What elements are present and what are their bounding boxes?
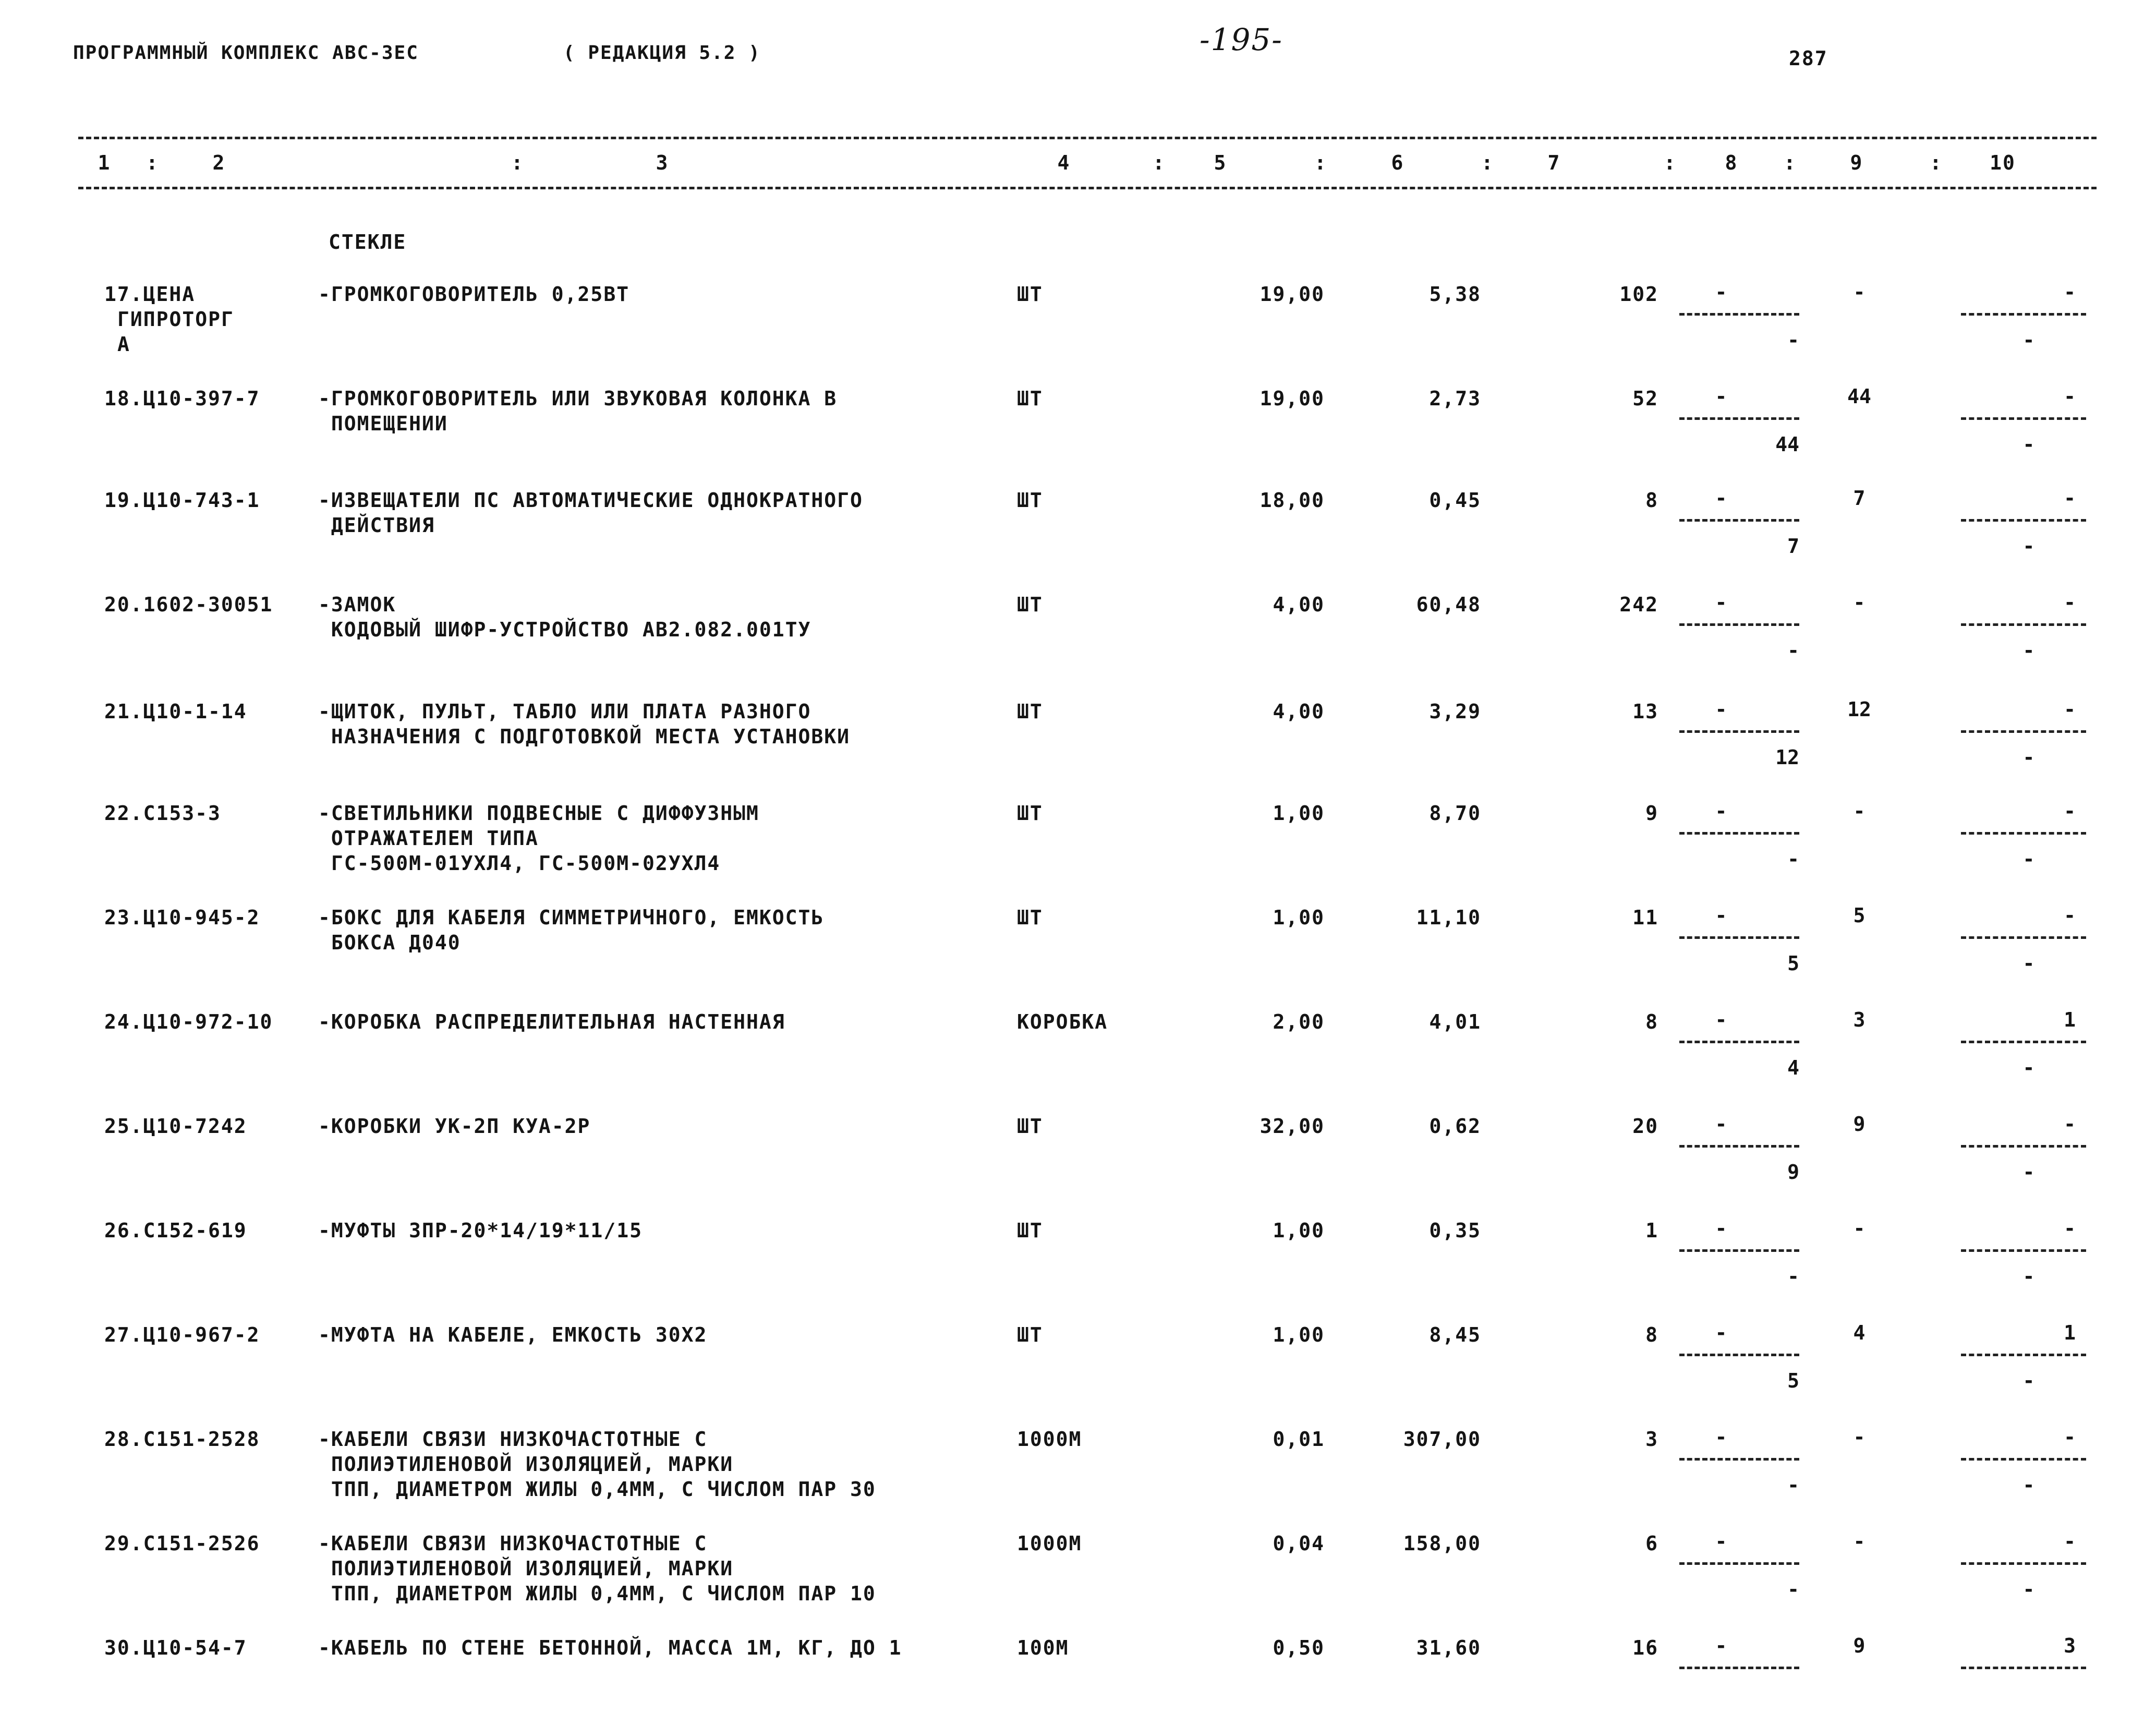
col10-bottom: -	[2022, 1161, 2035, 1184]
col10-bottom: -	[2022, 1056, 2035, 1079]
col10-bottom: -	[2022, 746, 2035, 769]
col10-bottom: -	[2022, 535, 2035, 558]
col9-value: -	[1853, 1426, 1866, 1449]
column-separator: :	[1314, 151, 1327, 174]
row-description-continuation: ПОМЕЩЕНИИ	[318, 412, 448, 435]
col10-bottom: -	[2022, 433, 2035, 456]
column-header-2: 2	[212, 151, 226, 174]
row-description-continuation: НАЗНАЧЕНИЯ С ПОДГОТОВКОЙ МЕСТА УСТАНОВКИ	[318, 725, 850, 748]
row-description: -КАБЕЛИ СВЯЗИ НИЗКОЧАСТОТНЫЕ С	[318, 1428, 708, 1451]
col9-value: 3	[1853, 1008, 1866, 1031]
row-unit: КОРОБКА	[1017, 1010, 1108, 1033]
row-quantity: 4,00	[1273, 700, 1325, 723]
col8-top: -	[1715, 1008, 1727, 1031]
row-description: -МУФТЫ ЗПР-20*14/19*11/15	[318, 1219, 643, 1242]
row-description: -КОРОБКИ УК-2П КУА-2Р	[318, 1115, 591, 1138]
row-description-continuation: КОДОВЫЙ ШИФР-УСТРОЙСТВО АВ2.082.001ТУ	[318, 618, 811, 641]
col8-top: -	[1715, 281, 1727, 304]
col8-top: -	[1715, 1217, 1727, 1240]
col8-bottom: 4	[1787, 1056, 1799, 1079]
row-total: 8	[1645, 1010, 1658, 1033]
col8-top: -	[1715, 1530, 1727, 1553]
col8-top: -	[1715, 1634, 1727, 1657]
row-description-continuation: ОТРАЖАТЕЛЕМ ТИПА	[318, 827, 539, 850]
column-separator: :	[1153, 151, 1166, 174]
col8-fraction-line	[1679, 1562, 1799, 1565]
col10-bottom: -	[2022, 1578, 2035, 1601]
program-title: ПРОГРАММНЫЙ КОМПЛЕКС АВС-3ЕС	[73, 42, 419, 64]
row-code: 18.Ц10-397-7	[104, 387, 260, 410]
col10-top: -	[2064, 385, 2076, 408]
col8-bottom: -	[1787, 1265, 1799, 1288]
col9-value: 9	[1853, 1634, 1866, 1657]
col8-fraction-line	[1679, 936, 1799, 939]
row-code: 23.Ц10-945-2	[104, 906, 260, 929]
col10-top: 1	[2064, 1008, 2076, 1031]
row-total: 8	[1645, 1323, 1658, 1346]
col10-fraction-line	[1961, 623, 2086, 626]
row-price: 8,45	[1429, 1323, 1481, 1346]
header-rule-bottom	[78, 187, 2097, 189]
col8-fraction-line	[1679, 1145, 1799, 1148]
row-price: 307,00	[1403, 1428, 1481, 1451]
row-description-continuation: ГС-500М-01УХЛ4, ГС-500М-02УХЛ4	[318, 852, 721, 875]
col9-value: 12	[1847, 698, 1871, 721]
col8-bottom: -	[1787, 848, 1799, 871]
row-price: 31,60	[1416, 1636, 1481, 1659]
row-code: 21.Ц10-1-14	[104, 700, 247, 723]
col10-bottom: -	[2022, 329, 2035, 352]
col8-top: -	[1715, 800, 1727, 823]
row-quantity: 19,00	[1259, 387, 1325, 410]
section-title: СТЕКЛЕ	[329, 231, 407, 254]
col8-fraction-line	[1679, 832, 1799, 835]
column-separator: :	[1664, 151, 1677, 174]
row-quantity: 32,00	[1259, 1115, 1325, 1138]
row-price: 4,01	[1429, 1010, 1481, 1033]
col8-top: -	[1715, 904, 1727, 927]
col8-fraction-line	[1679, 1458, 1799, 1461]
row-code: 19.Ц10-743-1	[104, 489, 260, 512]
row-price: 5,38	[1429, 283, 1481, 306]
col10-top: -	[2064, 904, 2076, 927]
column-header-4: 4	[1057, 151, 1071, 174]
col10-fraction-line	[1961, 730, 2086, 733]
col8-fraction-line	[1679, 1354, 1799, 1356]
col9-value: 44	[1847, 385, 1871, 408]
row-quantity: 4,00	[1273, 593, 1325, 616]
row-description: -ГРОМКОГОВОРИТЕЛЬ 0,25ВТ	[318, 283, 630, 306]
col10-fraction-line	[1961, 1458, 2086, 1461]
col8-top: -	[1715, 591, 1727, 614]
col8-bottom: 5	[1787, 952, 1799, 975]
row-description: -КАБЕЛИ СВЯЗИ НИЗКОЧАСТОТНЫЕ С	[318, 1532, 708, 1555]
row-quantity: 2,00	[1273, 1010, 1325, 1033]
row-description: -ГРОМКОГОВОРИТЕЛЬ ИЛИ ЗВУКОВАЯ КОЛОНКА В	[318, 387, 838, 410]
row-description: -ЗАМОК	[318, 593, 396, 616]
row-code: 20.1602-30051	[104, 593, 273, 616]
column-separator: :	[1930, 151, 1943, 174]
header-rule-top	[78, 137, 2097, 139]
col8-fraction-line	[1679, 417, 1799, 420]
row-description-continuation: ДЕЙСТВИЯ	[318, 514, 435, 537]
row-total: 3	[1645, 1428, 1658, 1451]
row-price: 60,48	[1416, 593, 1481, 616]
col10-top: -	[2064, 1217, 2076, 1240]
row-price: 3,29	[1429, 700, 1481, 723]
col10-fraction-line	[1961, 936, 2086, 939]
col10-bottom: -	[2022, 848, 2035, 871]
row-code: 24.Ц10-972-10	[104, 1010, 273, 1033]
col8-fraction-line	[1679, 1667, 1799, 1669]
col10-top: -	[2064, 1426, 2076, 1449]
row-code: 28.С151-2528	[104, 1428, 260, 1451]
col10-bottom: -	[2022, 1369, 2035, 1392]
row-code: 22.С153-3	[104, 802, 221, 825]
row-price: 0,35	[1429, 1219, 1481, 1242]
col10-fraction-line	[1961, 1667, 2086, 1669]
column-separator: :	[146, 151, 159, 174]
column-header-9: 9	[1850, 151, 1863, 174]
col10-fraction-line	[1961, 313, 2086, 316]
col8-fraction-line	[1679, 519, 1799, 522]
col10-top: 3	[2064, 1634, 2076, 1657]
row-description: -КОРОБКА РАСПРЕДЕЛИТЕЛЬНАЯ НАСТЕННАЯ	[318, 1010, 785, 1033]
col10-fraction-line	[1961, 1041, 2086, 1043]
col10-top: -	[2064, 591, 2076, 614]
col8-top: -	[1715, 1426, 1727, 1449]
column-header-3: 3	[656, 151, 669, 174]
col9-value: 5	[1853, 904, 1866, 927]
row-unit: 1000М	[1017, 1532, 1082, 1555]
col10-fraction-line	[1961, 417, 2086, 420]
row-description: -БОКС ДЛЯ КАБЕЛЯ СИММЕТРИЧНОГО, ЕМКОСТЬ	[318, 906, 825, 929]
column-header-7: 7	[1547, 151, 1561, 174]
col8-bottom: 5	[1787, 1369, 1799, 1392]
edition-label: ( РЕДАКЦИЯ 5.2 )	[563, 42, 761, 64]
row-quantity: 0,04	[1273, 1532, 1325, 1555]
col10-top: -	[2064, 1530, 2076, 1553]
column-separator: :	[1481, 151, 1494, 174]
column-header-8: 8	[1725, 151, 1738, 174]
row-description-continuation: ТПП, ДИАМЕТРОМ ЖИЛЫ 0,4ММ, С ЧИСЛОМ ПАР 10	[318, 1582, 876, 1605]
col8-fraction-line	[1679, 730, 1799, 733]
row-description-continuation: ПОЛИЭТИЛЕНОВОЙ ИЗОЛЯЦИЕЙ, МАРКИ	[318, 1557, 734, 1580]
col10-top: -	[2064, 698, 2076, 721]
col9-value: -	[1853, 281, 1866, 304]
column-header-10: 10	[1990, 151, 2016, 174]
row-code: 17.ЦЕНА	[104, 283, 196, 306]
col10-top: -	[2064, 800, 2076, 823]
col9-value: -	[1853, 1530, 1866, 1553]
sheet-number: 287	[1789, 47, 1828, 70]
row-total: 11	[1632, 906, 1658, 929]
col8-top: -	[1715, 1321, 1727, 1344]
col8-top: -	[1715, 698, 1727, 721]
col8-bottom: 44	[1775, 433, 1799, 456]
row-total: 1	[1645, 1219, 1658, 1242]
row-total: 13	[1632, 700, 1658, 723]
col8-bottom: 9	[1787, 1161, 1799, 1184]
col8-top: -	[1715, 1113, 1727, 1136]
column-separator: :	[1784, 151, 1797, 174]
col8-top: -	[1715, 487, 1727, 510]
row-description-continuation: ТПП, ДИАМЕТРОМ ЖИЛЫ 0,4ММ, С ЧИСЛОМ ПАР 30	[318, 1478, 876, 1501]
row-price: 0,45	[1429, 489, 1481, 512]
row-description: -КАБЕЛЬ ПО СТЕНЕ БЕТОННОЙ, МАССА 1М, КГ, ДО 1	[318, 1636, 902, 1659]
row-code: 29.С151-2526	[104, 1532, 260, 1555]
row-code: 25.Ц10-7242	[104, 1115, 247, 1138]
col8-bottom: 12	[1775, 746, 1799, 769]
col10-bottom: -	[2022, 1474, 2035, 1497]
row-unit: ШТ	[1017, 1323, 1043, 1346]
row-unit: ШТ	[1017, 1115, 1043, 1138]
row-total: 102	[1619, 283, 1658, 306]
col10-top: 1	[2064, 1321, 2076, 1344]
row-code-continuation: А	[117, 333, 130, 356]
row-unit: 1000М	[1017, 1428, 1082, 1451]
col10-bottom: -	[2022, 1265, 2035, 1288]
col10-fraction-line	[1961, 1249, 2086, 1252]
row-quantity: 19,00	[1259, 283, 1325, 306]
row-total: 8	[1645, 489, 1658, 512]
row-description-continuation: БОКСА Д040	[318, 931, 461, 954]
row-code: 26.С152-619	[104, 1219, 247, 1242]
row-description: -ЩИТОК, ПУЛЬТ, ТАБЛО ИЛИ ПЛАТА РАЗНОГО	[318, 700, 811, 723]
row-quantity: 18,00	[1259, 489, 1325, 512]
col10-fraction-line	[1961, 1354, 2086, 1356]
col8-fraction-line	[1679, 623, 1799, 626]
row-code: 27.Ц10-967-2	[104, 1323, 260, 1346]
col10-top: -	[2064, 487, 2076, 510]
col10-fraction-line	[1961, 832, 2086, 835]
col8-fraction-line	[1679, 1041, 1799, 1043]
row-code: 30.Ц10-54-7	[104, 1636, 247, 1659]
row-unit: ШТ	[1017, 593, 1043, 616]
row-quantity: 1,00	[1273, 906, 1325, 929]
row-quantity: 0,01	[1273, 1428, 1325, 1451]
row-price: 2,73	[1429, 387, 1481, 410]
row-description-continuation: ПОЛИЭТИЛЕНОВОЙ ИЗОЛЯЦИЕЙ, МАРКИ	[318, 1453, 734, 1476]
col10-top: -	[2064, 281, 2076, 304]
row-total: 6	[1645, 1532, 1658, 1555]
col9-value: -	[1853, 591, 1866, 614]
row-unit: ШТ	[1017, 802, 1043, 825]
col8-fraction-line	[1679, 1249, 1799, 1252]
column-header-5: 5	[1214, 151, 1227, 174]
col10-fraction-line	[1961, 1562, 2086, 1565]
row-quantity: 0,50	[1273, 1636, 1325, 1659]
row-quantity: 1,00	[1273, 1323, 1325, 1346]
row-unit: 100М	[1017, 1636, 1069, 1659]
row-price: 8,70	[1429, 802, 1481, 825]
row-price: 158,00	[1403, 1532, 1481, 1555]
row-total: 20	[1632, 1115, 1658, 1138]
row-price: 11,10	[1416, 906, 1481, 929]
row-total: 9	[1645, 802, 1658, 825]
row-total: 16	[1632, 1636, 1658, 1659]
col10-bottom: -	[2022, 639, 2035, 662]
col9-value: 7	[1853, 487, 1866, 510]
col9-value: -	[1853, 800, 1866, 823]
row-unit: ШТ	[1017, 906, 1043, 929]
row-price: 0,62	[1429, 1115, 1481, 1138]
row-unit: ШТ	[1017, 283, 1043, 306]
col8-bottom: -	[1787, 639, 1799, 662]
column-separator: :	[511, 151, 524, 174]
row-quantity: 1,00	[1273, 802, 1325, 825]
col10-fraction-line	[1961, 1145, 2086, 1148]
col8-bottom: -	[1787, 1474, 1799, 1497]
col8-top: -	[1715, 385, 1727, 408]
row-description: -ИЗВЕЩАТЕЛИ ПС АВТОМАТИЧЕСКИЕ ОДНОКРАТНОГО	[318, 489, 863, 512]
row-unit: ШТ	[1017, 489, 1043, 512]
col10-top: -	[2064, 1113, 2076, 1136]
row-unit: ШТ	[1017, 700, 1043, 723]
column-header-1: 1	[98, 151, 111, 174]
row-unit: ШТ	[1017, 387, 1043, 410]
col9-value: 9	[1853, 1113, 1866, 1136]
col9-value: -	[1853, 1217, 1866, 1240]
column-header-6: 6	[1391, 151, 1404, 174]
col8-fraction-line	[1679, 313, 1799, 316]
row-unit: ШТ	[1017, 1219, 1043, 1242]
handwritten-page-number: -195-	[1200, 22, 1283, 57]
row-quantity: 1,00	[1273, 1219, 1325, 1242]
row-description: -МУФТА НА КАБЕЛЕ, ЕМКОСТЬ 30Х2	[318, 1323, 708, 1346]
col9-value: 4	[1853, 1321, 1866, 1344]
row-total: 52	[1632, 387, 1658, 410]
col8-bottom: -	[1787, 329, 1799, 352]
col8-bottom: 7	[1787, 535, 1799, 558]
col8-bottom: -	[1787, 1578, 1799, 1601]
row-total: 242	[1619, 593, 1658, 616]
row-description: -СВЕТИЛЬНИКИ ПОДВЕСНЫЕ С ДИФФУЗНЫМ	[318, 802, 759, 825]
col10-fraction-line	[1961, 519, 2086, 522]
row-code-continuation: ГИПРОТОРГ	[117, 308, 234, 331]
col10-bottom: -	[2022, 952, 2035, 975]
